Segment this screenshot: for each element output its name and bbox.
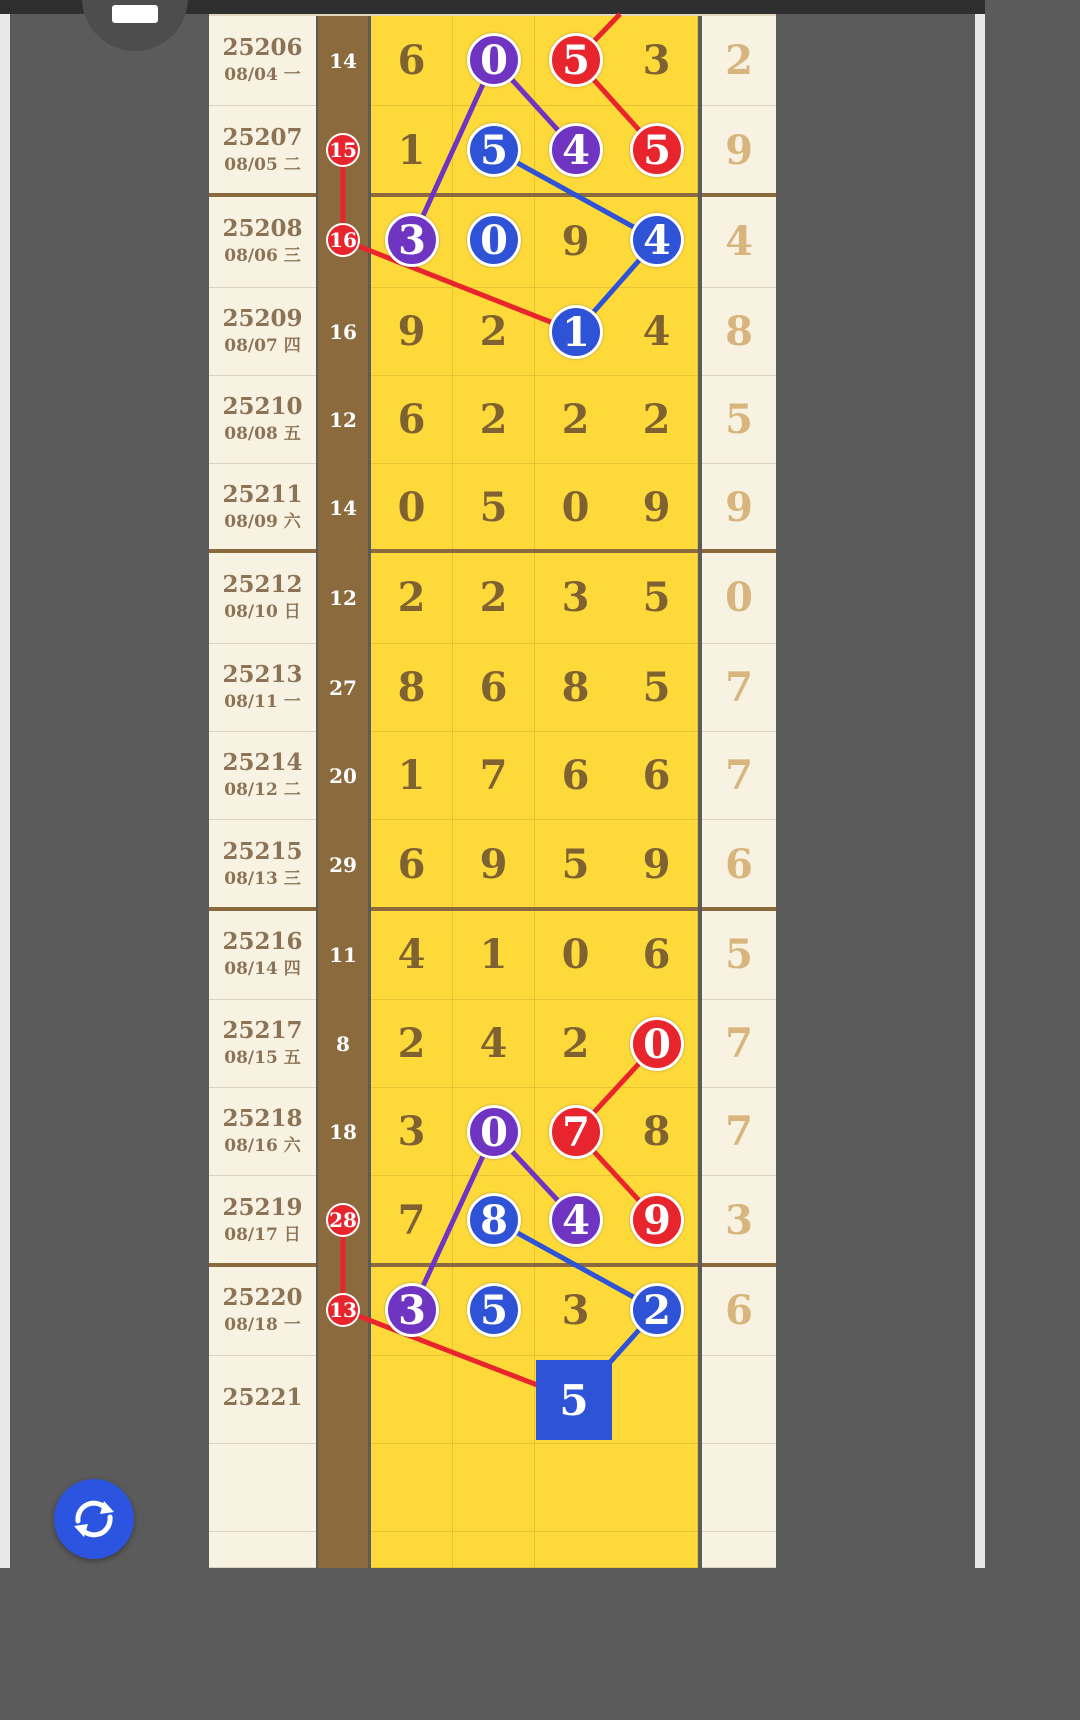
issue-number: 25219 <box>222 1194 303 1221</box>
digit-cell: 2 <box>453 288 535 376</box>
issue-date: 08/18 一 <box>224 1315 301 1335</box>
digit-cell: 1 <box>371 732 453 820</box>
highlight-ball-blue: 5 <box>467 123 521 177</box>
highlight-ball-blue: 8 <box>467 1193 521 1247</box>
highlight-ball-red: 5 <box>630 123 684 177</box>
sum-cell: 8 <box>318 1000 368 1088</box>
sum-highlight-ball: 13 <box>326 1293 360 1327</box>
sum-highlight-ball: 28 <box>326 1203 360 1237</box>
tail-cell: 2 <box>702 16 776 106</box>
digit-cell: 9 <box>453 820 535 910</box>
tail-cell: 7 <box>702 732 776 820</box>
digit-cell: 6 <box>371 16 453 106</box>
highlight-ball-blue: 0 <box>467 213 521 267</box>
digit-cell: 4 <box>453 1000 535 1088</box>
highlight-ball-red: 9 <box>630 1193 684 1247</box>
issue-date: 08/10 日 <box>224 602 301 622</box>
tail-cell: 3 <box>702 1176 776 1266</box>
issue-number: 25218 <box>222 1105 303 1132</box>
digit-cell: 2 <box>371 1000 453 1088</box>
issue-number: 25207 <box>222 124 303 151</box>
highlight-ball-purple: 3 <box>385 1283 439 1337</box>
digit-cell: 5 <box>535 820 617 910</box>
issue-date: 08/04 一 <box>224 65 301 85</box>
sum-cell: 29 <box>318 820 368 910</box>
digit-cell: 6 <box>371 376 453 464</box>
highlight-ball-blue: 5 <box>467 1283 521 1337</box>
sum-cell: 18 <box>318 1088 368 1176</box>
highlight-ball-purple: 4 <box>549 1193 603 1247</box>
tail-cell: 6 <box>702 1266 776 1356</box>
highlight-ball-blue: 2 <box>630 1283 684 1337</box>
digit-cell: 7 <box>371 1176 453 1266</box>
issue-number: 25212 <box>222 571 303 598</box>
issue-number: 25221 <box>222 1384 303 1411</box>
issue-date: 08/11 一 <box>224 692 301 712</box>
sum-cell: 20 <box>318 732 368 820</box>
issue-number: 25216 <box>222 928 303 955</box>
digit-cell: 3 <box>616 16 698 106</box>
highlight-ball-red: 7 <box>549 1105 603 1159</box>
issue-date: 08/17 日 <box>224 1225 301 1245</box>
tail-cell: 9 <box>702 464 776 552</box>
digit-cell: 2 <box>535 1000 617 1088</box>
issue-date: 08/07 四 <box>224 336 301 356</box>
digit-cell: 9 <box>616 464 698 552</box>
digit-cell: 1 <box>453 910 535 1000</box>
digit-cell: 0 <box>371 464 453 552</box>
tail-cell: 0 <box>702 552 776 644</box>
issue-number: 25211 <box>222 481 303 508</box>
digit-cell: 3 <box>535 552 617 644</box>
digit-cell: 5 <box>616 644 698 732</box>
digit-cell: 0 <box>535 910 617 1000</box>
digit-cell: 5 <box>453 464 535 552</box>
digit-cell: 9 <box>535 196 617 288</box>
digit-cell: 2 <box>453 376 535 464</box>
tail-cell: 5 <box>702 376 776 464</box>
digit-cell: 2 <box>371 552 453 644</box>
sum-cell: 14 <box>318 464 368 552</box>
digit-cell: 7 <box>453 732 535 820</box>
issue-date: 08/16 六 <box>224 1136 301 1156</box>
sum-cell: 14 <box>318 16 368 106</box>
sum-highlight-ball: 16 <box>326 223 360 257</box>
digit-cell: 8 <box>535 644 617 732</box>
digit-cell: 6 <box>371 820 453 910</box>
prediction-cell[interactable]: 5 <box>536 1360 612 1440</box>
refresh-icon <box>54 1479 134 1559</box>
issue-number: 25215 <box>222 838 303 865</box>
digit-cell: 6 <box>616 732 698 820</box>
highlight-ball-red: 0 <box>630 1017 684 1071</box>
issue-number: 25210 <box>222 393 303 420</box>
tail-cell: 5 <box>702 910 776 1000</box>
menu-tab-icon <box>112 5 158 23</box>
issue-date: 08/12 二 <box>224 780 301 800</box>
highlight-ball-purple: 0 <box>467 33 521 87</box>
tail-cell: 4 <box>702 196 776 288</box>
sum-highlight-ball: 15 <box>326 133 360 167</box>
refresh-button[interactable] <box>54 1479 134 1559</box>
digit-cell: 6 <box>616 910 698 1000</box>
digit-cell: 3 <box>535 1266 617 1356</box>
issue-date: 08/13 三 <box>224 869 301 889</box>
digit-cell: 4 <box>616 288 698 376</box>
highlight-ball-red: 5 <box>549 33 603 87</box>
digit-cell: 8 <box>371 644 453 732</box>
issue-number: 25217 <box>222 1017 303 1044</box>
tail-cell: 7 <box>702 1000 776 1088</box>
digit-cell: 2 <box>453 552 535 644</box>
tail-cell: 9 <box>702 106 776 196</box>
sum-cell: 12 <box>318 552 368 644</box>
highlight-ball-blue: 1 <box>549 305 603 359</box>
sum-cell: 11 <box>318 910 368 1000</box>
highlight-ball-purple: 4 <box>549 123 603 177</box>
digit-cell: 2 <box>616 376 698 464</box>
tail-cell: 7 <box>702 644 776 732</box>
sum-cell: 27 <box>318 644 368 732</box>
digit-cell: 6 <box>453 644 535 732</box>
issue-date: 08/06 三 <box>224 246 301 266</box>
highlight-ball-purple: 0 <box>467 1105 521 1159</box>
issue-date: 08/08 五 <box>224 424 301 444</box>
digit-cell: 3 <box>371 1088 453 1176</box>
sum-cell: 12 <box>318 376 368 464</box>
issue-date: 08/15 五 <box>224 1048 301 1068</box>
issue-number: 25206 <box>222 34 303 61</box>
tail-cell: 7 <box>702 1088 776 1176</box>
digit-cell: 2 <box>535 376 617 464</box>
highlight-ball-blue: 4 <box>630 213 684 267</box>
issue-number: 25208 <box>222 215 303 242</box>
tail-cell: 8 <box>702 288 776 376</box>
issue-date: 08/14 四 <box>224 959 301 979</box>
trend-line-red <box>343 240 576 332</box>
digit-cell: 9 <box>371 288 453 376</box>
issue-number: 25213 <box>222 661 303 688</box>
digit-cell: 8 <box>616 1088 698 1176</box>
sum-cell: 16 <box>318 288 368 376</box>
digit-cell: 9 <box>616 820 698 910</box>
issue-date: 08/09 六 <box>224 512 301 532</box>
issue-number: 25214 <box>222 749 303 776</box>
issue-date: 08/05 二 <box>224 155 301 175</box>
tail-cell: 6 <box>702 820 776 910</box>
issue-number: 25209 <box>222 305 303 332</box>
digit-cell: 5 <box>616 552 698 644</box>
digit-cell: 6 <box>535 732 617 820</box>
digit-cell: 1 <box>371 106 453 196</box>
digit-cell: 4 <box>371 910 453 1000</box>
issue-number: 25220 <box>222 1284 303 1311</box>
digit-cell: 0 <box>535 464 617 552</box>
highlight-ball-purple: 3 <box>385 213 439 267</box>
